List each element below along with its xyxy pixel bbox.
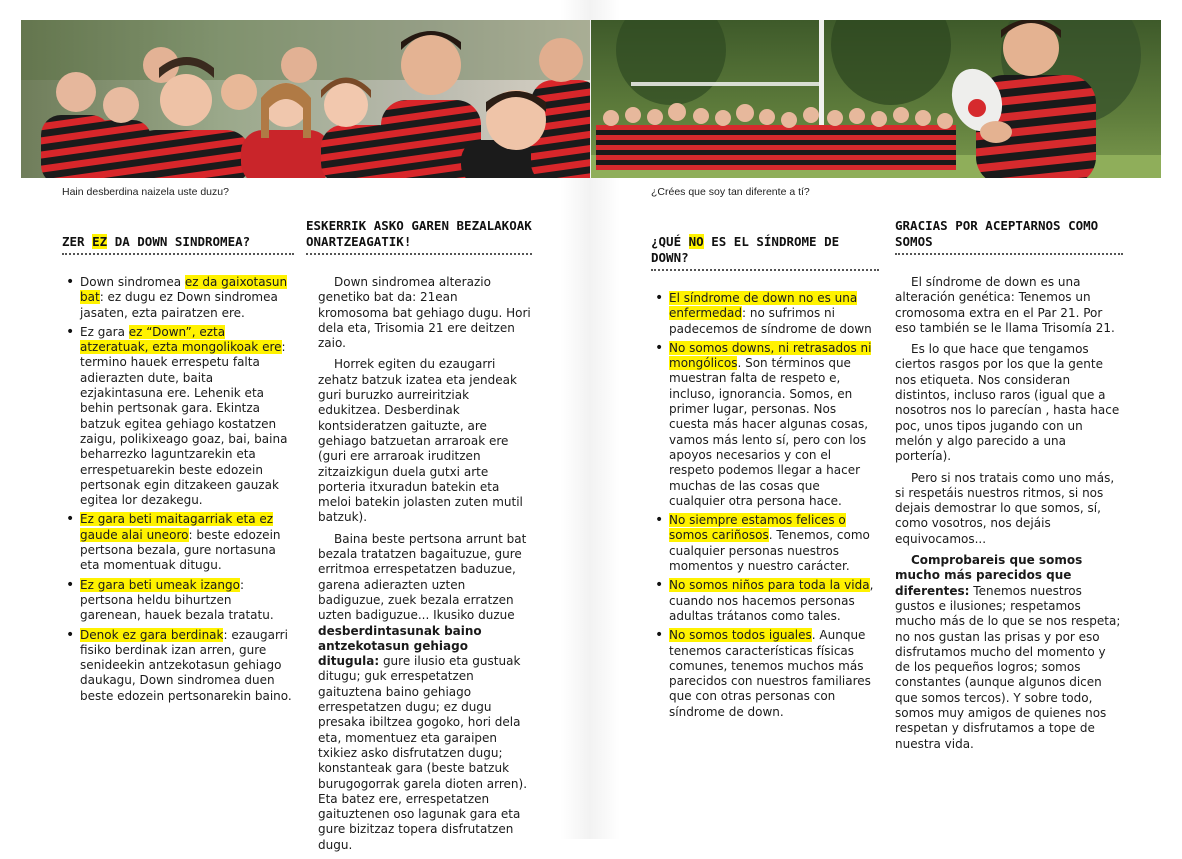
item-highlight: No siempre estamos felices o somos cariñosos bbox=[669, 513, 846, 543]
item-text: : ezaugarri fisiko berdinak izan arren, gure senideekin antzekotasun gehiago daukagu, Down sindromea duen beste edozein pertsonarekin baino. bbox=[80, 627, 292, 703]
heading-part: DA DOWN SINDROMEA? bbox=[107, 234, 251, 249]
team-photo-right bbox=[591, 20, 1161, 178]
column-spanish-thanks bbox=[895, 218, 1123, 758]
basque-bullet-list-body bbox=[62, 275, 294, 704]
list-item bbox=[62, 512, 294, 573]
spanish-thanks-body bbox=[895, 275, 1123, 752]
item-text: . Aunque tenemos características físicas comunes, tenemos muchos más parecidos con nuestros familiares que con otras personas con síndrome de down. bbox=[669, 628, 871, 719]
item-highlight: El síndrome de down no es una enfermedad bbox=[669, 291, 858, 321]
paragraph-text: Tenemos nuestros gustos e ilusiones; respetamos mucho más de lo que se nos respeta; no nos gustan las prisas y por eso disfrutamos mucho del momento y de los pequeños logros; somos constantes (aunque algunos dicen que somos tercos). Y sobre todo, somos muy amigos de quienes nos respetan y disfrutamos a tope de nuestra vida. bbox=[895, 583, 1121, 751]
item-highlight: No somos downs, ni retrasados ni mongólicos bbox=[669, 340, 872, 371]
list-item bbox=[651, 578, 879, 624]
heading-spanish-thanks: GRACIAS POR ACEPTARNOS COMO SOMOS bbox=[895, 218, 1123, 255]
paragraph-text: Baina beste pertsona arrunt bat bezala tratatzen bagaituzue, gure erritmoa errespetatzen baduzue, garena adierazten uzten badiguzue, zuek bezala erratzen uzten badiguzue... Ikusiko duzue bbox=[318, 531, 527, 623]
item-text: : no sufrimos ni padecemos de síndrome de down bbox=[669, 306, 872, 336]
caption-right: ¿Crées que soy tan diferente a tí? bbox=[651, 186, 810, 198]
team-photo-left bbox=[21, 20, 590, 178]
item-highlight: No somos niños para toda la vida bbox=[669, 578, 870, 593]
list-item bbox=[651, 628, 879, 720]
item-text: : ez dugu ez Down sindromea jasaten, ezta pairatzen ere. bbox=[80, 290, 278, 320]
paragraph-bold: desberdintasunak baino antzekotasun gehiago ditugula: bbox=[318, 623, 482, 669]
list-item bbox=[62, 275, 294, 321]
heading-basque-thanks: ESKERRIK ASKO GAREN BEZALAKOAK ONARTZEAGATIK! bbox=[306, 218, 532, 255]
item-highlight: Ez gara beti maitagarriak eta ez gaude alai uneoro bbox=[80, 512, 274, 542]
spanish-bullet-list bbox=[651, 291, 879, 720]
column-basque-thanks bbox=[306, 218, 532, 859]
paragraph bbox=[318, 532, 532, 853]
paragraph: El síndrome de down es una alteración genética: Tenemos un cromosoma extra en el Par 21. Por eso también se le llama Trisomía 21. bbox=[895, 275, 1115, 335]
paragraph-bold: Comprobareis que somos mucho más parecidos que diferentes: bbox=[895, 553, 1083, 598]
item-text: : termino hauek errespetu falta adierazten dute, baita ezjakintasuna ere. Lehenik eta behin pertsonak gara. Ekintza batzuk egitea gehiago kostatzen zaigu, polikixeago goaz, bai, baina beharrezko laguntzarekin eta errespetuarekin beste edozein pertsonak egin ditzakeen gauzak egitea lor dezakegu. bbox=[80, 340, 288, 508]
column-basque-what-is-not bbox=[62, 234, 294, 708]
item-highlight: ez “Down”, ezta atzeratuak, ezta mongolikoak ere bbox=[80, 324, 282, 355]
spanish-bullet-list-body bbox=[651, 291, 879, 720]
paragraph: Es lo que hace que tengamos ciertos rasgos por los que la gente nos etiqueta. Nos consideran distintos, incluso raros (igual que a nosotros nos lo parecían , hasta hace poc, unos tipos jugando con un melón y algo parecido a una portería). bbox=[895, 342, 1120, 464]
heading-highlight: EZ bbox=[92, 234, 108, 249]
heading-basque-what-is-not bbox=[62, 234, 294, 255]
item-text: : pertsona heldu bihurtzen garenean, hauek bezala tratatu. bbox=[80, 577, 274, 623]
item-text: Ez gara bbox=[80, 324, 129, 339]
item-text: . Tenemos, como cualquier personas nuestros momentos y nuestro carácter. bbox=[669, 528, 870, 574]
paragraph-text: gure ilusio eta gustuak ditugu; guk errespetatzen gaituztena baino gehiago errespetatzen dugu; ez dugu presaka ibiltzea gogoko, hori dela eta, momentuez eta garaipen txikiez asko disfrutatzen dugu; konstanteak gara (beste batzuk burugogorrak garela dioten arren). Eta batez ere, errespetatzen gaituztenen oso lagunak gara eta gure bizitzaz topera disfrutatzen dugu. bbox=[318, 654, 528, 852]
paragraph: Down sindromea alterazio genetiko bat da: 21ean kromosoma bat gehiago dugu. Hori dela eta, Trisomia 21 ere deitzen zaio. bbox=[318, 275, 531, 351]
heading-part: ZER bbox=[62, 234, 93, 249]
team-photo-left-image bbox=[21, 20, 590, 178]
item-text: Down sindromea bbox=[80, 275, 185, 289]
item-highlight: Ez gara beti umeak izango bbox=[80, 577, 240, 592]
paragraph: Pero si nos tratais como uno más, si respetáis nuestros ritmos, si nos dejais demostrar lo que somos, sí, como vosotros, nos dejáis equivocamos... bbox=[895, 470, 1115, 546]
list-item bbox=[651, 291, 879, 337]
paragraph: Horrek egiten du ezaugarri zehatz batzuk izatea eta jendeak guri buruzko aurreiritziak edukitzea. Desberdinak kontsideratzen gaituzte, are gehiago batzuetan arraroak ere (guri ere arraroak iruditzen zitzaizkigun duela gutxi arte porteria itxuradun batekin eta meloi batekin jolasten zuten mutil batzuk). bbox=[318, 357, 523, 525]
column-spanish-what-is-not bbox=[651, 234, 879, 724]
heading-part: ¿QUÉ bbox=[651, 234, 689, 249]
list-item bbox=[62, 578, 294, 624]
paragraph bbox=[895, 553, 1123, 752]
item-highlight: No somos todos iguales bbox=[669, 628, 812, 643]
item-highlight: ez da gaixotasun bat bbox=[80, 275, 288, 305]
basque-bullet-list bbox=[62, 275, 294, 704]
team-photo-right-image bbox=[591, 20, 1161, 178]
item-text: . Son términos que muestran falta de respeto e, incluso, ignorancia. Somos, en primer lugar, personas. Nos cuesta más hacer algunas cosas, vamos más lento sí, pero con los apoyos necesarios y con el respeto podemos llegar a hacer muchas de las cosas que cualquier otra persona hace. bbox=[669, 356, 869, 508]
heading-part: ES EL SÍNDROME DE DOWN? bbox=[651, 234, 840, 265]
item-text: , cuando nos hacemos personas adultas trátanos como tales. bbox=[669, 578, 874, 623]
heading-spanish-what-is-not bbox=[651, 234, 879, 271]
basque-thanks-body bbox=[306, 275, 532, 853]
list-item bbox=[651, 513, 879, 574]
list-item bbox=[62, 325, 294, 509]
item-highlight: Denok ez gara berdinak bbox=[80, 627, 224, 642]
item-text: : beste edozein pertsona bezala, gure nortasuna eta momentuak ditugu. bbox=[80, 527, 281, 573]
list-item bbox=[62, 628, 294, 704]
heading-highlight: NO bbox=[688, 234, 704, 249]
list-item bbox=[651, 341, 879, 509]
caption-left: Hain desberdina naizela uste duzu? bbox=[62, 186, 229, 198]
